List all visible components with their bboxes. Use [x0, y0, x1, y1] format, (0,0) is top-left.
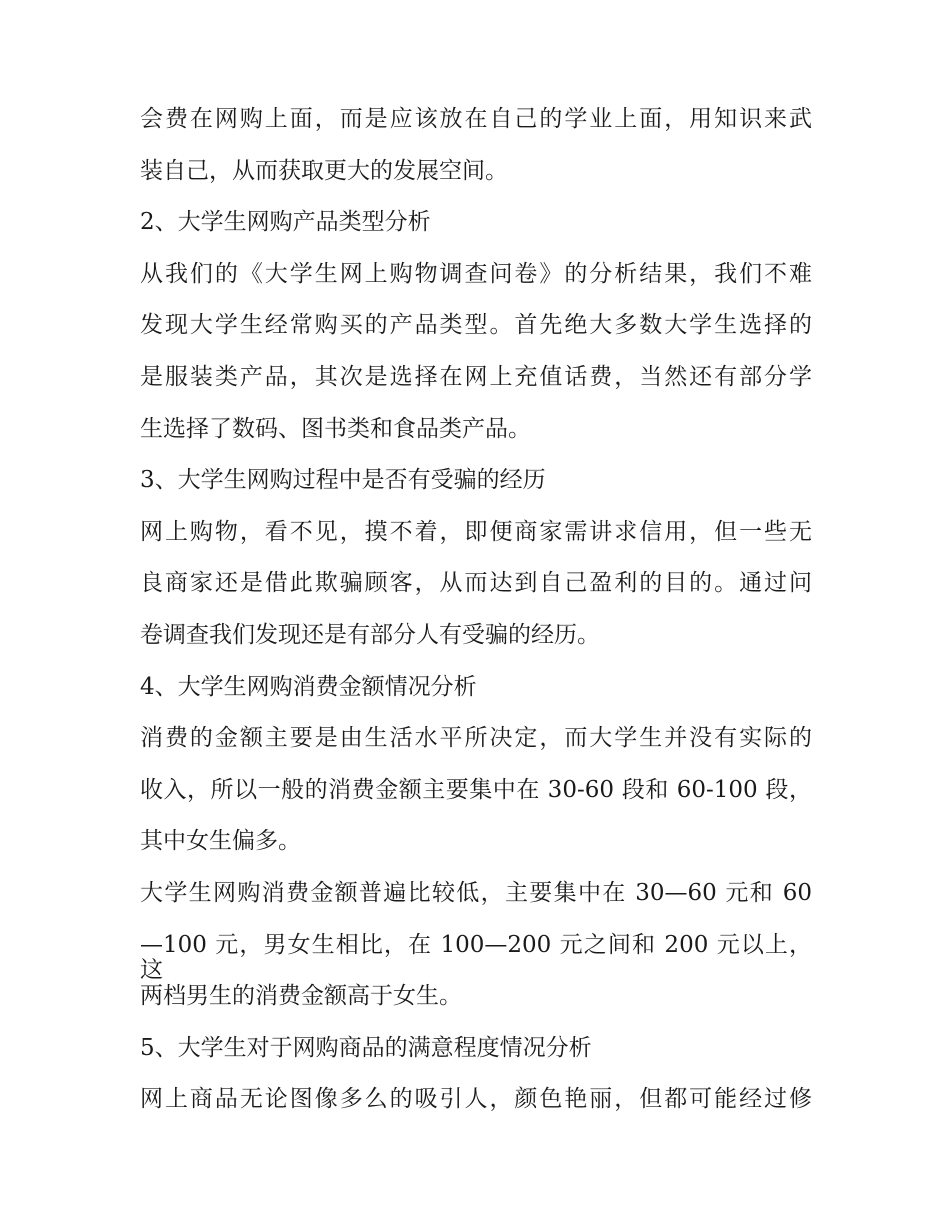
paragraph-line: 从我们的《大学生网上购物调查问卷》的分析结果，我们不难 — [140, 260, 812, 287]
section-heading: 5、大学生对于网购商品的满意程度情况分析 — [140, 1034, 592, 1061]
section-heading: 2、大学生网购产品类型分析 — [140, 209, 431, 236]
paragraph-line: 生选择了数码、图书类和食品类产品。 — [140, 415, 531, 442]
paragraph-line: 装自己，从而获取更大的发展空间。 — [140, 157, 508, 184]
paragraph-line: 两档男生的消费金额高于女生。 — [140, 983, 462, 1010]
paragraph-line: 网上商品无论图像多么的吸引人，颜色艳丽，但都可能经过修 — [140, 1086, 812, 1113]
paragraph-line: 发现大学生经常购买的产品类型。首先绝大多数大学生选择的 — [140, 312, 812, 339]
paragraph-line: 大学生网购消费金额普遍比较低，主要集中在 30—60 元和 60 — [140, 879, 812, 906]
section-heading: 4、大学生网购消费金额情况分析 — [140, 673, 477, 700]
paragraph-line: 收入，所以一般的消费金额主要集中在 30-60 段和 60-100 段， — [140, 776, 812, 803]
paragraph-line: 网上购物，看不见，摸不着，即便商家需讲求信用，但一些无 — [140, 518, 812, 545]
paragraph-line: 消费的金额主要是由生活水平所决定，而大学生并没有实际的 — [140, 725, 812, 752]
paragraph-line: 其中女生偏多。 — [140, 828, 301, 855]
paragraph-line: 良商家还是借此欺骗顾客，从而达到自己盈利的目的。通过问 — [140, 570, 812, 597]
paragraph-line: —100 元，男女生相比，在 100—200 元之间和 200 元以上，这 — [140, 931, 812, 983]
document-page — [140, 107, 812, 1139]
paragraph-line: 卷调查我们发现还是有部分人有受骗的经历。 — [140, 621, 600, 648]
paragraph-line: 是服装类产品，其次是选择在网上充值话费，当然还有部分学 — [140, 363, 812, 390]
section-heading: 3、大学生网购过程中是否有受骗的经历 — [140, 467, 546, 494]
paragraph-line: 会费在网购上面，而是应该放在自己的学业上面，用知识来武 — [140, 106, 812, 132]
